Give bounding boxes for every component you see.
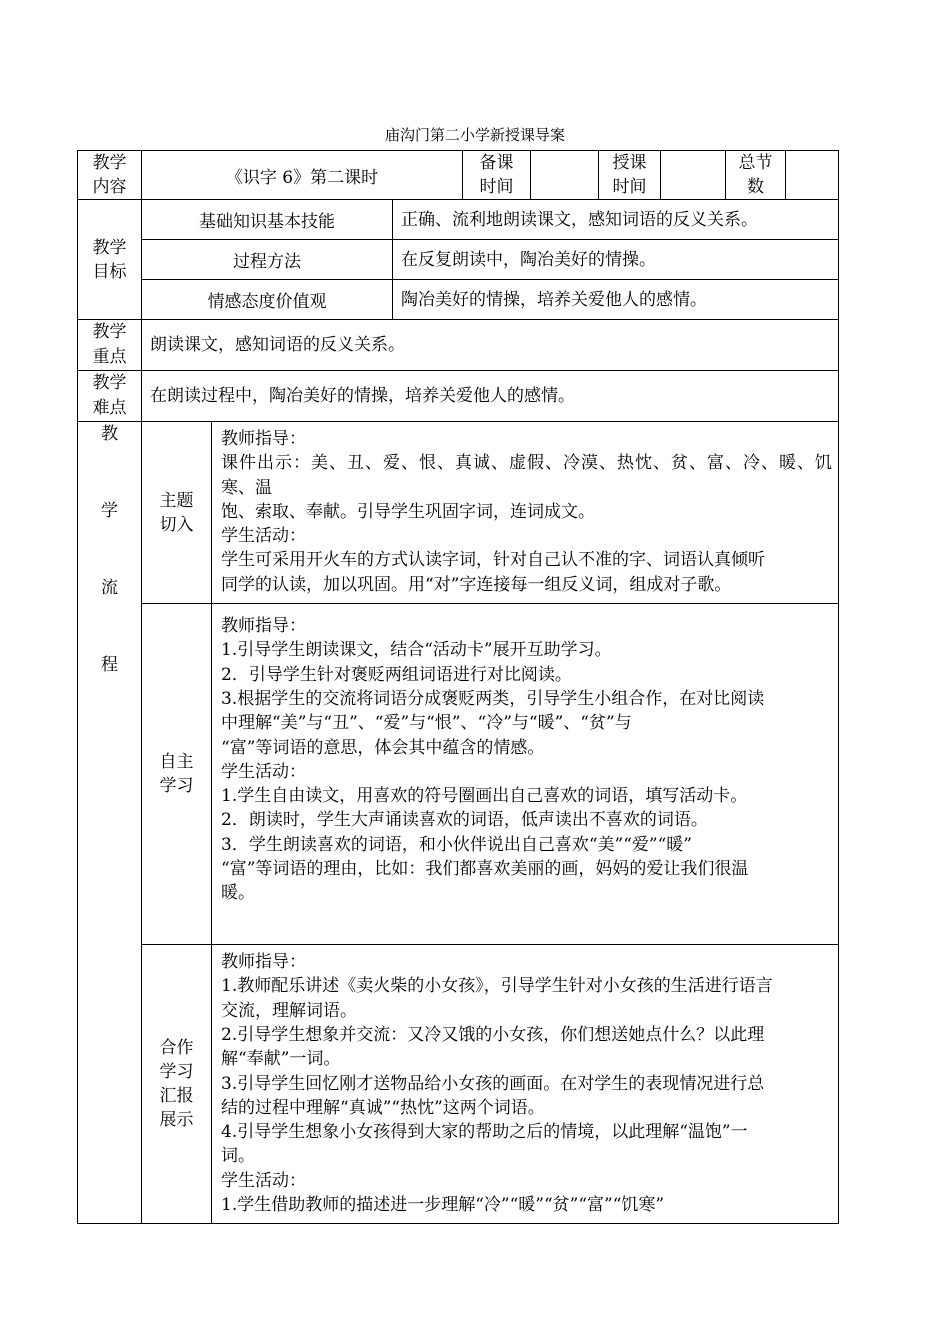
content-label-cell [78,151,142,200]
total-label-line-2: 数 [747,177,764,197]
content-line: 1.学生自由读文，用喜欢的符号圈画出自己喜欢的词语，填写活动卡。 [221,786,748,807]
prep-time-value[interactable] [531,151,599,200]
objectives-label-cell [78,200,142,320]
objective-text: 陶冶美好的情操，培养关爱他人的感情。 [393,280,839,320]
content-line: 4.引导学生想象小女孩得到大家的帮助之后的情境，以此理解“温饱”一 [221,1122,748,1143]
content-line: 解“奉献”一词。 [221,1049,341,1070]
teach-time-label-cell [599,151,661,200]
teach-time-label-line-1: 授课 [612,153,647,173]
content-line: 教师指导： [221,616,306,637]
content-line: 课件出示：美、丑、爱、恨、真诚、虚假、冷漠、热忱、贫、富、冷、暖、饥寒、温 [221,453,832,498]
flow-label-char: 流 [101,578,118,598]
content-line: 教师指导： [221,952,306,973]
objective-category: 基础知识基本技能 [142,200,393,240]
objective-row-1 [78,200,839,240]
section-label-line: 合作 [159,1038,194,1059]
content-line: 学生可采用开火车的方式认读字词，针对自己认不准的字、词语认真倾听 [221,550,765,571]
section-label-line: 汇报 [159,1086,194,1107]
key-point-row [78,320,839,371]
content-line: “富”等词语的意思，体会其中蕴含的情感。 [221,737,545,758]
objective-row-3 [78,280,839,320]
objective-text: 在反复朗读中，陶冶美好的情操。 [393,240,839,280]
teach-time-label-line-2: 时间 [612,177,647,197]
objectives-label-line-1: 教学 [92,237,127,258]
content-label-line-1: 教学 [92,153,127,173]
prep-time-label-line-2: 时间 [479,177,514,197]
key-point-label-line-2: 重点 [92,347,127,367]
content-label-line-2: 内容 [92,177,127,197]
objective-text: 正确、流利地朗读课文，感知词语的反义关系。 [393,200,839,240]
section-label-line: 切入 [159,514,194,535]
difficulty-label-line-1: 教学 [92,373,127,393]
content-line: 同学的认读，加以巩固。用“对”字连接每一组反义词，组成对子歌。 [221,574,732,595]
section-label-line: 自主 [159,752,194,773]
section-content [212,945,839,1224]
difficulty-label-cell [78,371,142,422]
content-line: 1.引导学生朗读课文，结合“活动卡”展开互助学习。 [221,640,612,661]
difficulty-text: 在朗读过程中，陶冶美好的情操，培养关爱他人的感情。 [142,371,839,422]
prep-time-label-line-1: 备课 [479,153,514,173]
section-label-cell [142,604,212,945]
flow-label-char: 学 [101,501,118,521]
objective-category: 情感态度价值观 [142,280,393,320]
difficulty-label-line-2: 难点 [92,398,127,418]
key-point-label-cell [78,320,142,371]
content-line: 1.教师配乐讲述《卖火柴的小女孩》，引导学生针对小女孩的生活进行语言 [221,976,773,997]
flow-row-cooperative [78,945,839,1224]
objective-category: 过程方法 [142,240,393,280]
total-value[interactable] [786,151,839,200]
section-label-cell [142,422,212,604]
section-content [212,604,839,945]
header-row [78,151,839,200]
teach-time-value[interactable] [661,151,726,200]
content-line: 交流，理解词语。 [221,1000,357,1021]
key-point-label-line-1: 教学 [92,322,127,342]
content-line: 中理解“美”与“丑”、“爱”与“恨”、“冷”与“暖”、“贫”与 [221,713,632,734]
difficulty-row [78,371,839,422]
content-line: 学生活动： [221,526,306,547]
content-line: 教师指导： [221,429,306,449]
section-label-line: 学习 [159,776,194,797]
flow-row-self-study [78,604,839,945]
key-point-text: 朗读课文，感知词语的反义关系。 [142,320,839,371]
content-line: 3．学生朗读喜欢的词语，和小伙伴说出自己喜欢“美”“爱”“暖” [221,834,692,855]
content-line: 2．引导学生针对褒贬两组词语进行对比阅读。 [221,664,572,685]
flow-label-char: 程 [101,655,118,675]
content-line: “富”等词语的理由，比如：我们都喜欢美丽的画，妈妈的爱让我们很温 [221,859,749,880]
content-line: 1.学生借助教师的描述进一步理解“冷”“暖”“贫”“富”“饥寒” [221,1195,665,1216]
content-line: 词。 [221,1146,255,1167]
section-label-line: 主题 [159,490,194,511]
prep-time-label-cell [463,151,531,200]
content-line: 暖。 [221,883,255,904]
lesson-name: 《识字 6》第二课时 [225,167,379,188]
document-title: 庙沟门第二小学新授课导案 [384,126,565,144]
section-label-line: 展示 [159,1110,194,1131]
flow-row-topic [78,422,839,604]
content-line: 学生活动： [221,1170,306,1191]
section-label-line: 学习 [159,1062,194,1083]
content-line: 2.引导学生想象并交流：又冷又饿的小女孩，你们想送她点什么？以此理 [221,1024,765,1045]
content-line: 2．朗读时，学生大声诵读喜欢的词语，低声读出不喜欢的词语。 [221,810,708,831]
objective-row-2 [78,240,839,280]
section-label-cell [142,945,212,1224]
content-line: 饱、索取、奉献。引导学生巩固字词，连词成文。 [221,501,595,522]
objectives-label-line-2: 目标 [92,261,127,282]
total-label-cell [726,151,786,200]
section-content [212,422,839,604]
content-line: 3.根据学生的交流将词语分成褒贬两类，引导学生小组合作，在对比阅读 [221,688,765,709]
flow-label-char: 教 [101,424,118,444]
flow-label-cell [78,422,142,1224]
lesson-plan-table [77,150,839,1224]
lesson-name-cell [142,151,463,200]
content-line: 学生活动： [221,761,306,782]
content-line: 结的过程中理解“真诚”“热忱”这两个词语。 [221,1097,545,1118]
content-line: 3.引导学生回忆刚才送物品给小女孩的画面。在对学生的表现情况进行总 [221,1073,765,1094]
total-label-line-1: 总节 [738,153,773,173]
